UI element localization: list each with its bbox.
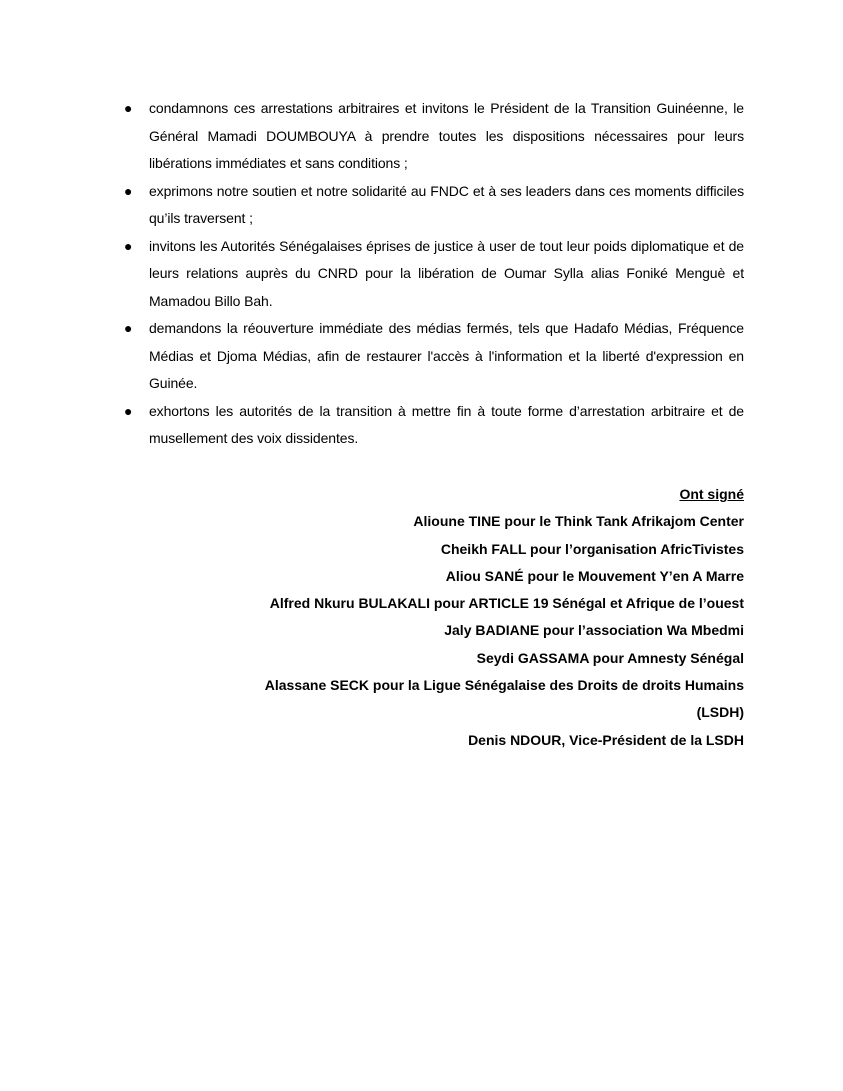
signatory-line: Alfred Nkuru BULAKALI pour ARTICLE 19 Sénégal et Afrique de l’ouest [269,595,744,612]
signatory-line: Jaly BADIANE pour l’association Wa Mbedmi [444,622,744,639]
list-item [122,178,744,233]
list-item [122,233,744,316]
bullet-icon: ● [124,237,133,254]
signatory-line: Cheikh FALL pour l’organisation AfricTivistes [440,540,744,557]
bullet-icon: ● [124,182,133,199]
signatures-block [144,481,744,754]
signatory-line: Denis NDOUR, Vice-Président de la LSDH [468,731,744,748]
signatory-line: Seydi GASSAMA pour Amnesty Sénégal [476,649,744,666]
signatory-line: Alassane SECK pour la Ligue Sénégalaise des Droits de droits Humains [264,677,744,694]
list-item [122,95,744,178]
list-item-text: demandons la réouverture immédiate des médias fermés, tels que Hadafo Médias, Fréquence Médias et Djoma Médias, afin de restaurer l'accès à l'information et la liberté d'expression en Guinée. [149,320,744,391]
list-item [122,315,744,398]
signatory-line: (LSDH) [696,704,744,721]
signatures-heading: Ont signé [679,486,744,502]
list-item-text: exprimons notre soutien et notre solidarité au FNDC et à ses leaders dans ces moments difficiles qu’ils traversent ; [149,182,744,226]
bullet-icon: ● [124,402,133,419]
signatory-line: Aliou SANÉ pour le Mouvement Y’en A Marre [445,567,744,584]
list-item-text: invitons les Autorités Sénégalaises éprises de justice à user de tout leur poids diplomatique et de leurs relations auprès du CNRD pour la libération de Oumar Sylla alias Foniké Menguè et Mamadou Billo Bah. [149,237,744,309]
bullet-icon: ● [124,320,133,336]
resolutions-list [122,95,744,453]
list-item-text: condamnons ces arrestations arbitraires et invitons le Président de la Transition Guinéenne, le Général Mamadi DOUMBOUYA à prendre toutes les dispositions nécessaires pour leurs libérations immédiates et sans conditions ; [149,100,744,171]
list-item-text: exhortons les autorités de la transition à mettre fin à toute forme d’arrestation arbitraire et de musellement des voix dissidentes. [149,402,744,446]
bullet-icon: ● [124,100,133,116]
list-item [122,398,744,453]
signatory-line: Alioune TINE pour le Think Tank Afrikajom Center [413,513,744,530]
